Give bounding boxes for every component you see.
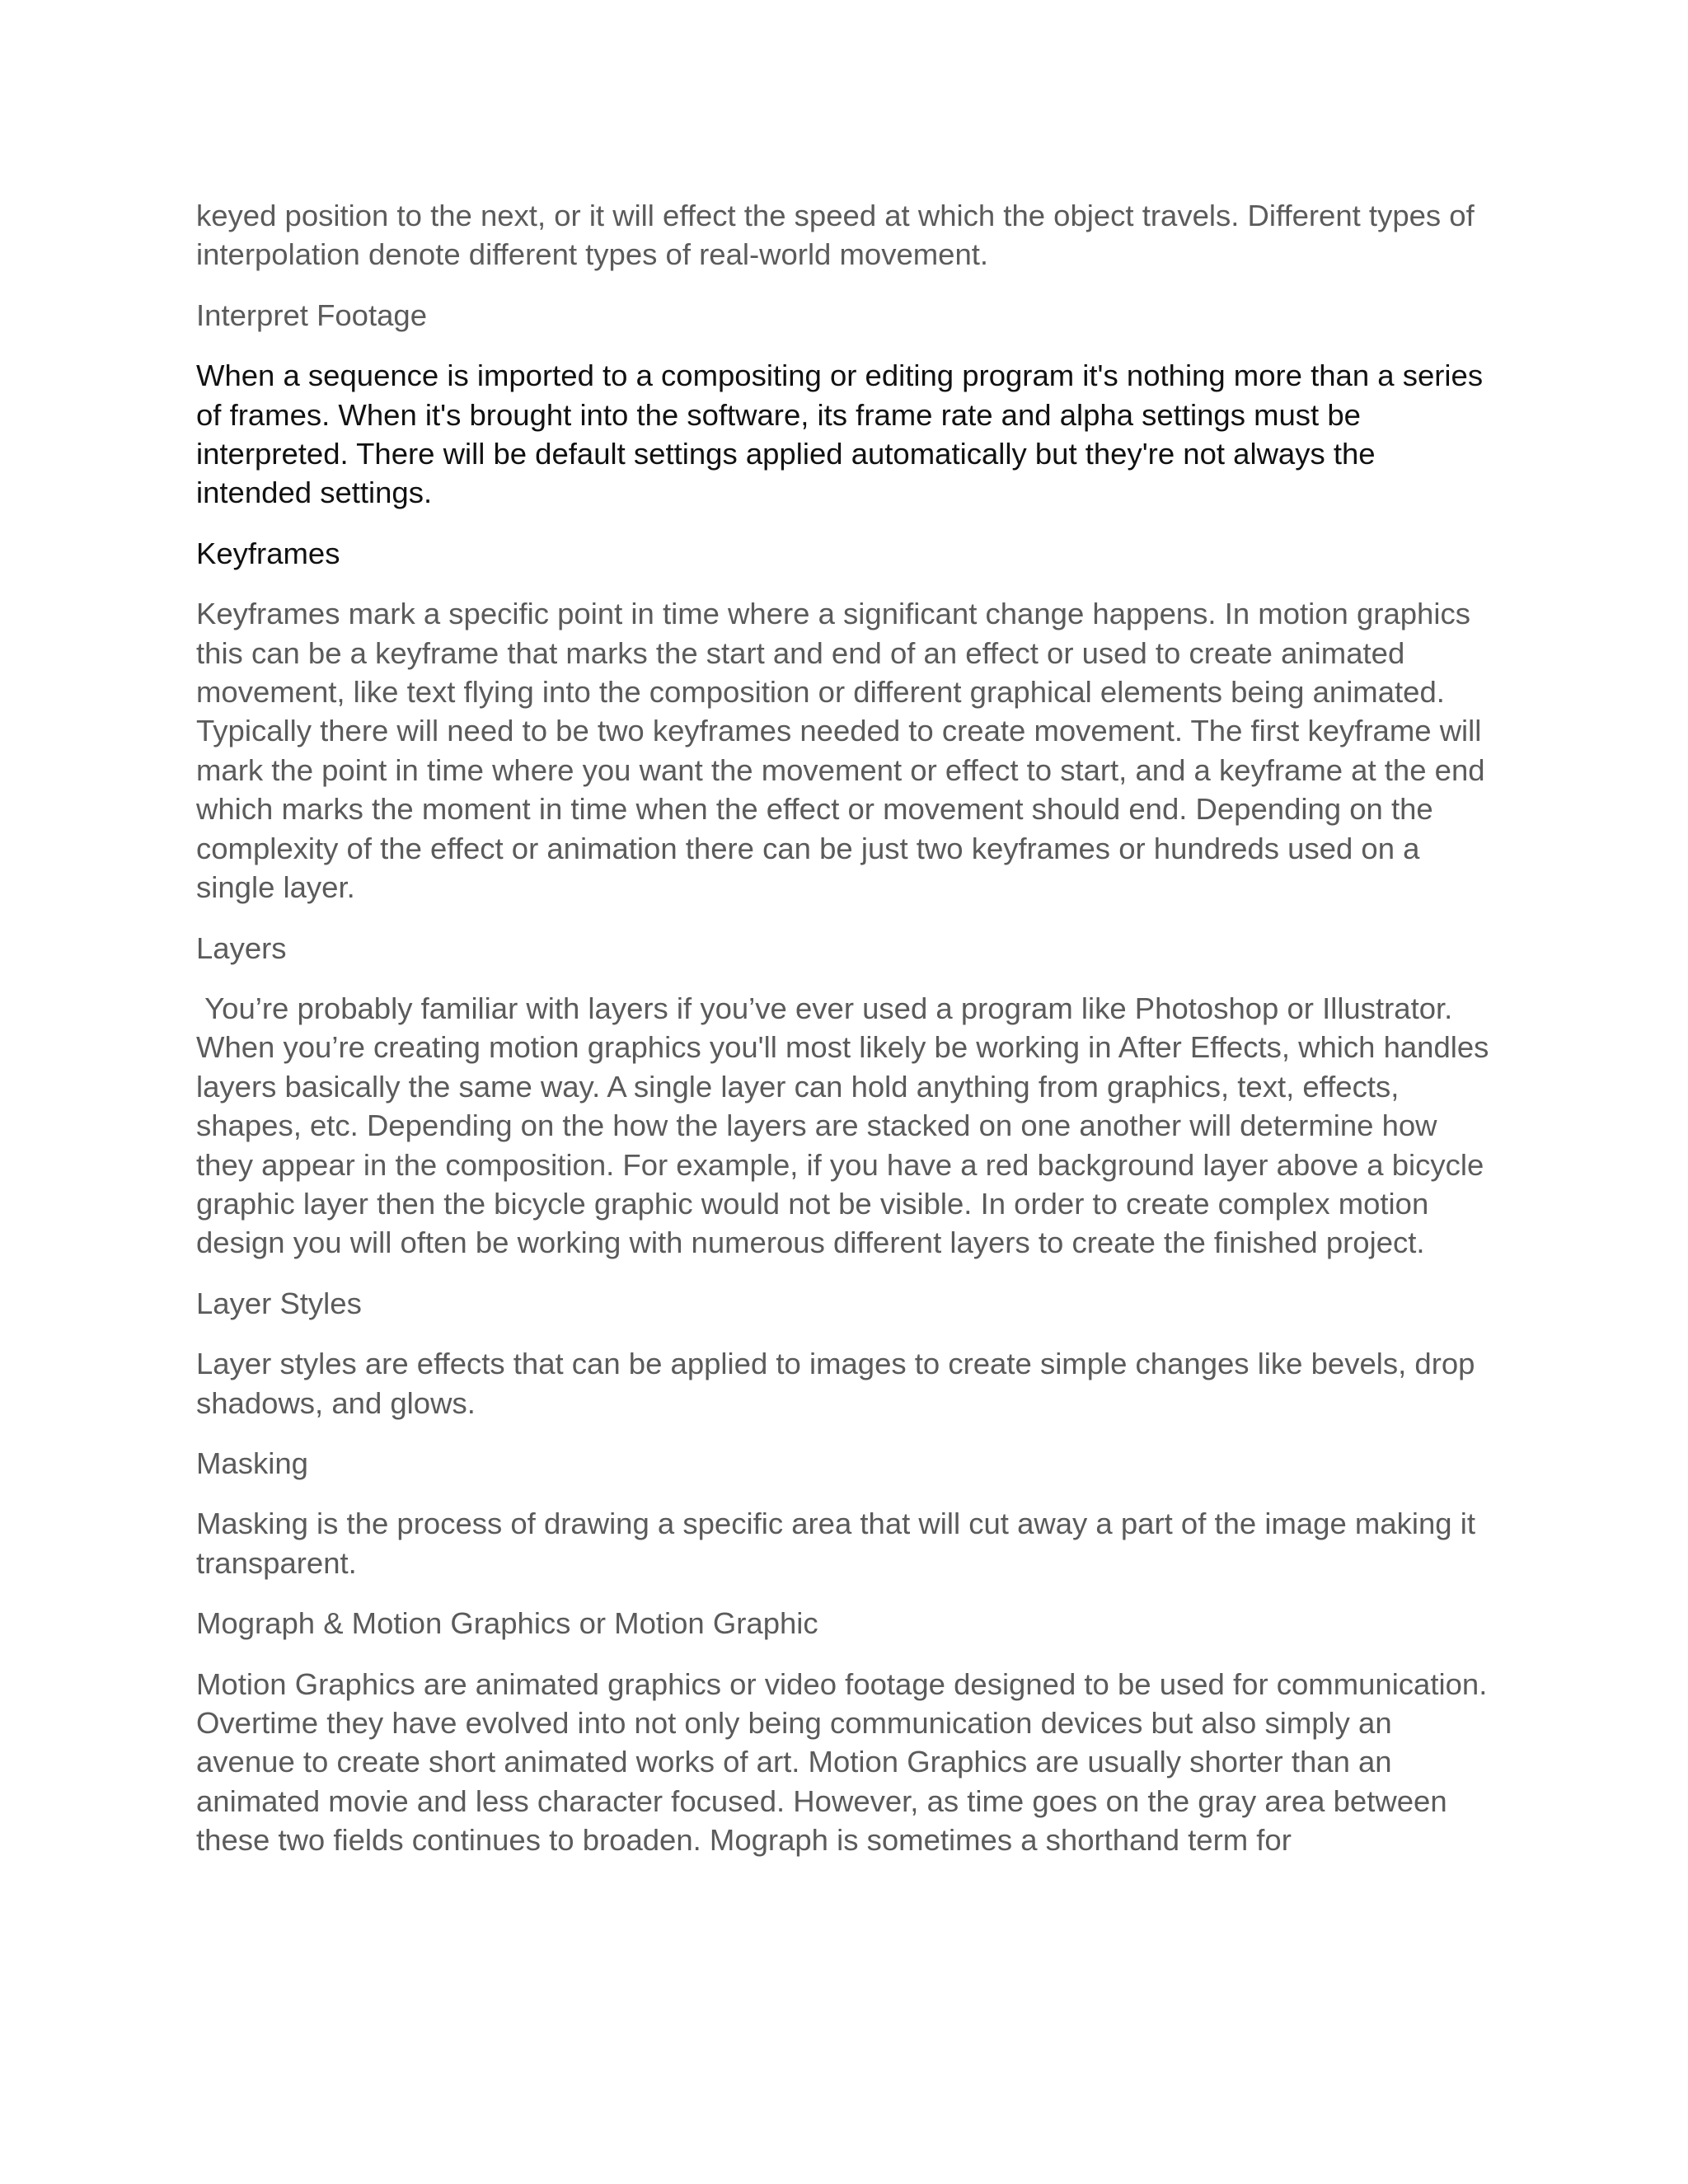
document-body (196, 196, 1492, 1882)
paragraph-layers (196, 989, 1492, 1263)
heading-masking: Masking (196, 1446, 308, 1480)
paragraph-motion-graphics: Motion Graphics are animated graphics or video footage designed to be used for communication. Overtime they have evolved into not only being communication devices but also simply an avenue to create short animated works of art. Motion Graphics are usually shorter than an animated movie and less character focused. However, as time goes on the gray area between these two fields continues to broaden. Mograph is sometimes a shorthand term for (196, 1666, 1488, 1858)
paragraph-layers-text: You’re probably familiar with layers if you’ve ever used a program like Photoshop or Illustrator. When you’re creating motion graphics you'll most likely be working in After Effects, which handles layers basically the same way. A single layer can hold anything from graphics, text, effects, shapes, etc. Depending on the how the layers are stacked on one another will determine how they appear in the composition. For example, if you have a red background layer above a bicycle graphic layer then the bicycle graphic would not be visible. In order to create complex motion design you will often be working with numerous different layers to create the finished project. (196, 991, 1489, 1260)
heading-mograph: Mograph & Motion Graphics or Motion Graphic (196, 1606, 818, 1641)
heading-interpret-footage: Interpret Footage (196, 298, 428, 332)
paragraph-layer-styles: Layer styles are effects that can be applied to images to create simple changes like bevels, drop shadows, and glows. (196, 1347, 1475, 1420)
paragraph-masking: Masking is the process of drawing a specific area that will cut away a part of the image making it transparent. (196, 1507, 1475, 1580)
heading-layer-styles: Layer Styles (196, 1286, 362, 1320)
paragraph-interpret-footage: When a sequence is imported to a compositing or editing program it's nothing more than a series of frames. When it's brought into the software, its frame rate and alpha settings must be interpreted. There will be default settings applied automatically but they're not always the intended settings. (196, 359, 1484, 510)
paragraph-interpolation: keyed position to the next, or it will effect the speed at which the object travels. Different types of interpolation denote different types of real-world movement. (196, 199, 1475, 272)
heading-keyframes: Keyframes (196, 536, 340, 570)
paragraph-keyframes: Keyframes mark a specific point in time where a significant change happens. In motion graphics this can be a keyframe that marks the start and end of an effect or used to create animated movement, like text flying into the composition or different graphical elements being animated. Typically there will need to be two keyframes needed to create movement. The first keyframe will mark the point in time where you want the movement or effect to start, and a keyframe at the end which marks the moment in time when the effect or movement should end. Depending on the complexity of the effect or animation there can be just two keyframes or hundreds used on a single layer. (196, 597, 1485, 905)
heading-layers: Layers (196, 930, 287, 965)
